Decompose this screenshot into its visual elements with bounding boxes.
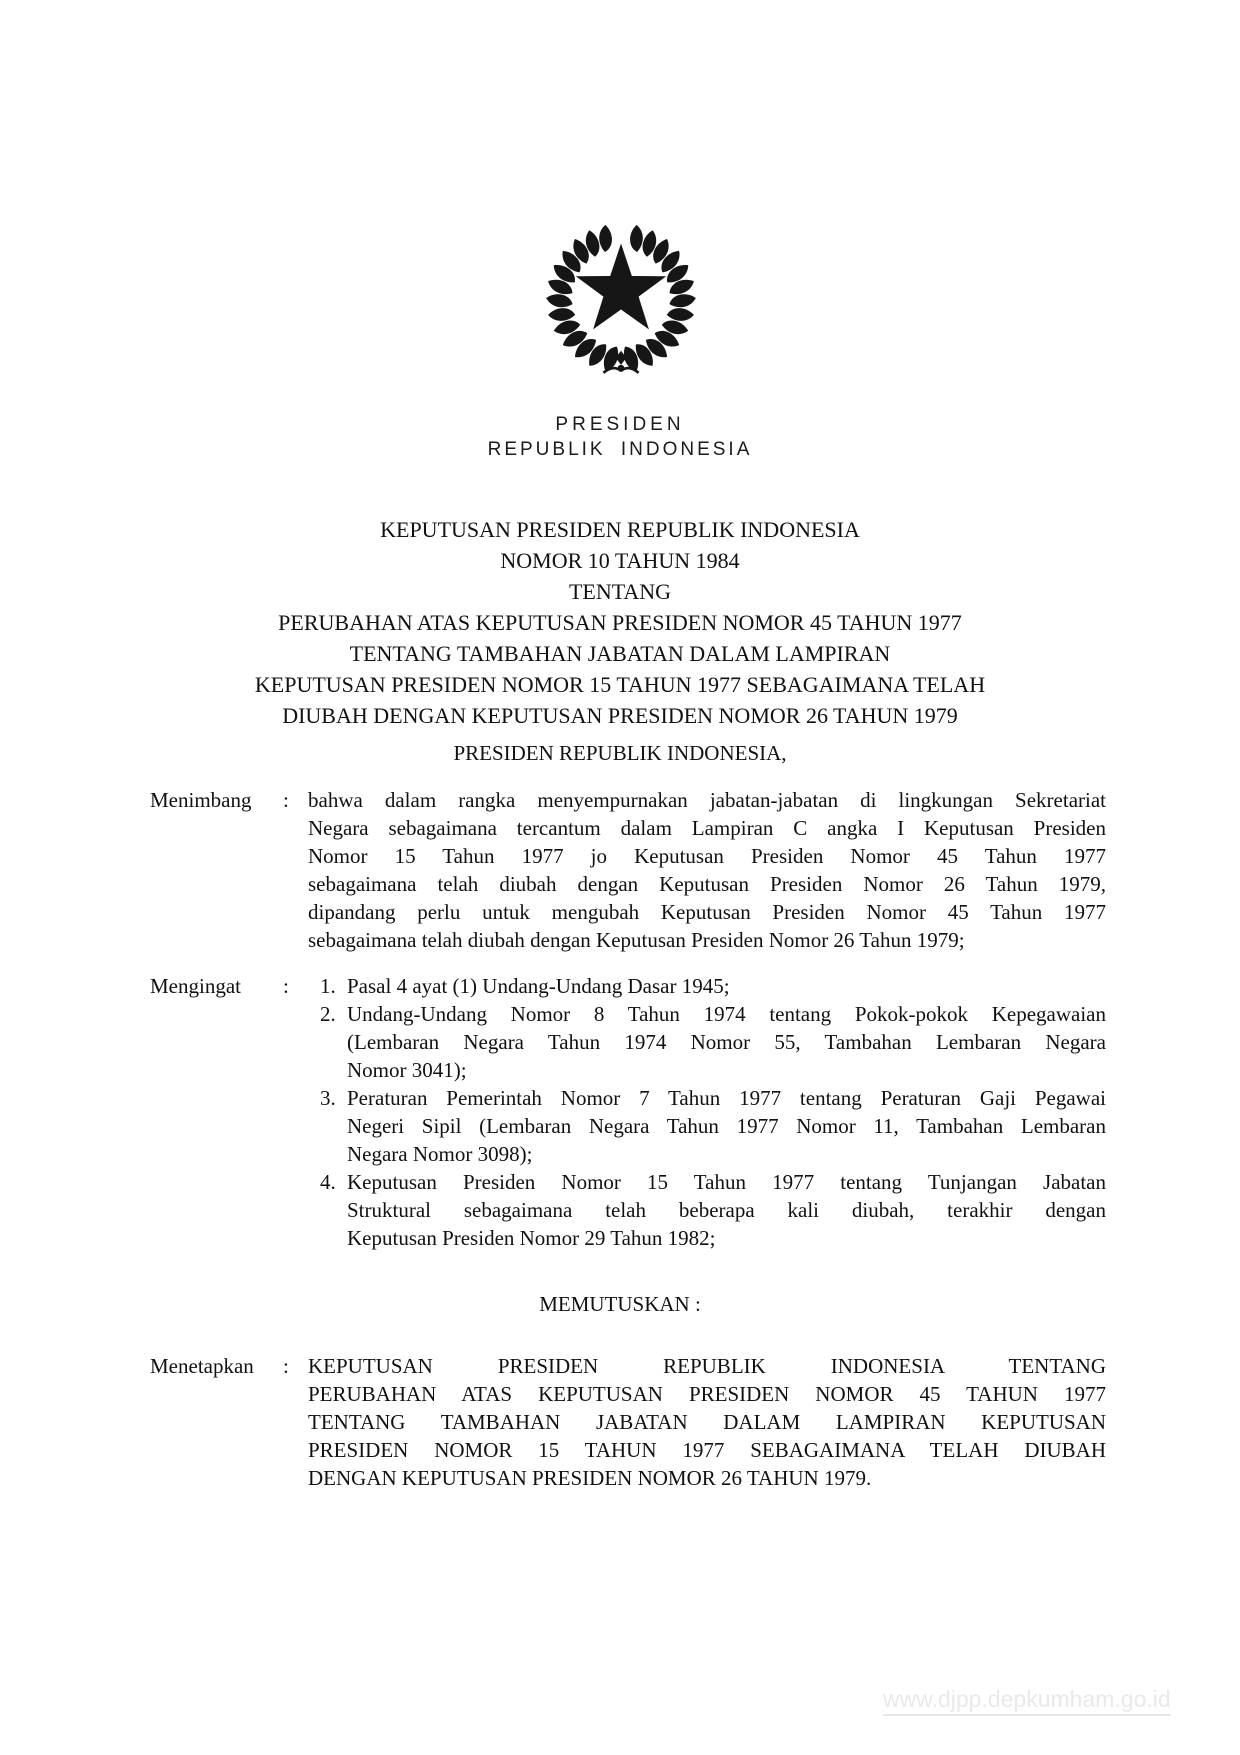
title-line: TENTANG TAMBAHAN JABATAN DALAM LAMPIRAN (349, 641, 891, 666)
title-line: PERUBAHAN ATAS KEPUTUSAN PRESIDEN NOMOR 45 TAHUN 1977 (278, 610, 962, 635)
menimbang-paragraph (308, 786, 1106, 954)
paragraph-line: PRESIDEN NOMOR 15 TAHUN 1977 SEBAGAIMANA TELAH DIUBAH (308, 1438, 1106, 1462)
presidential-emblem (533, 210, 709, 386)
title-line: KEPUTUSAN PRESIDEN NOMOR 15 TAHUN 1977 SEBAGAIMANA TELAH (254, 672, 986, 697)
star-icon (576, 243, 666, 329)
paragraph-line: Peraturan Pemerintah Nomor 7 Tahun 1977 tentang Peraturan Gaji Pegawai (347, 1086, 1106, 1110)
paragraph-line: (Lembaran Negara Tahun 1974 Nomor 55, Tambahan Lembaran Negara (347, 1030, 1106, 1054)
paragraph-line: Keputusan Presiden Nomor 29 Tahun 1982; (347, 1226, 716, 1250)
paragraph-line: sebagaimana telah diubah dengan Keputusan Presiden Nomor 26 Tahun 1979; (308, 928, 965, 952)
item-text (347, 1168, 1106, 1252)
paragraph-line: Keputusan Presiden Nomor 15 Tahun 1977 tentang Tunjangan Jabatan (347, 1170, 1106, 1194)
paragraph-line: PERUBAHAN ATAS KEPUTUSAN PRESIDEN NOMOR 45 TAHUN 1977 (308, 1382, 1106, 1406)
section-label: Mengingat (150, 974, 241, 998)
title-line: DIUBAH DENGAN KEPUTUSAN PRESIDEN NOMOR 26 TAHUN 1979 (282, 703, 958, 728)
paragraph-line: Nomor 3041); (347, 1058, 467, 1082)
item-number: 4. (320, 1170, 336, 1194)
paragraph-line: Struktural sebagaimana telah beberapa kali diubah, terakhir dengan (347, 1198, 1106, 1222)
opening-phrase: PRESIDEN REPUBLIK INDONESIA, (453, 741, 787, 765)
paragraph-line: dipandang perlu untuk mengubah Keputusan Presiden Nomor 45 Tahun 1977 (308, 900, 1106, 924)
paragraph-line: Nomor 15 Tahun 1977 jo Keputusan Presiden Nomor 45 Tahun 1977 (308, 844, 1106, 868)
watermark-url: www.djpp.depkumham.go.id (883, 1686, 1171, 1716)
title-line: TENTANG (568, 579, 672, 604)
section-mengingat (150, 972, 1106, 1252)
list-item (308, 1084, 1106, 1168)
letterhead-presiden: PRESIDEN (555, 414, 685, 435)
title-line: KEPUTUSAN PRESIDEN REPUBLIK INDONESIA (380, 517, 860, 542)
list-item (308, 1168, 1106, 1252)
paragraph-line: Negara Nomor 3098); (347, 1142, 533, 1166)
section-label: Menimbang (150, 788, 252, 812)
paragraph-line: Pasal 4 ayat (1) Undang-Undang Dasar 1945; (347, 974, 730, 998)
section-menetapkan (150, 1352, 1106, 1492)
title-line: NOMOR 10 TAHUN 1984 (500, 548, 740, 573)
paragraph-line: Undang-Undang Nomor 8 Tahun 1974 tentang Pokok-pokok Kepegawaian (347, 1002, 1106, 1026)
paragraph-line: Negara sebagaimana tercantum dalam Lampiran C angka I Keputusan Presiden (308, 816, 1106, 840)
memutuskan-heading: MEMUTUSKAN : (539, 1292, 701, 1316)
section-colon: : (283, 974, 289, 998)
section-menimbang (150, 786, 1106, 954)
mengingat-list (308, 972, 1106, 1252)
section-colon: : (283, 1354, 289, 1378)
paragraph-line: TENTANG TAMBAHAN JABATAN DALAM LAMPIRAN KEPUTUSAN (308, 1410, 1106, 1434)
item-text (347, 1000, 1106, 1084)
section-colon: : (283, 788, 289, 812)
section-label: Menetapkan (150, 1354, 254, 1378)
menetapkan-paragraph (308, 1352, 1106, 1492)
item-number: 2. (320, 1002, 336, 1026)
list-item (308, 972, 1106, 1000)
paragraph-line: Negeri Sipil (Lembaran Negara Tahun 1977 Nomor 11, Tambahan Lembaran (347, 1114, 1106, 1138)
item-text (347, 1084, 1106, 1168)
paragraph-line: sebagaimana telah diubah dengan Keputusan Presiden Nomor 26 Tahun 1979, (308, 872, 1106, 896)
item-text (347, 972, 1106, 1000)
paragraph-line: DENGAN KEPUTUSAN PRESIDEN NOMOR 26 TAHUN 1979. (308, 1466, 872, 1490)
letterhead-republik-indonesia: REPUBLIK INDONESIA (487, 439, 753, 460)
star-wreath-emblem-icon (533, 210, 709, 386)
item-number: 1. (320, 974, 336, 998)
paragraph-line: KEPUTUSAN PRESIDEN REPUBLIK INDONESIA TENTANG (308, 1354, 1106, 1378)
paragraph-line: bahwa dalam rangka menyempurnakan jabatan-jabatan di lingkungan Sekretariat (308, 788, 1106, 812)
decree-title (0, 514, 1240, 731)
list-item (308, 1000, 1106, 1084)
item-number: 3. (320, 1086, 336, 1110)
